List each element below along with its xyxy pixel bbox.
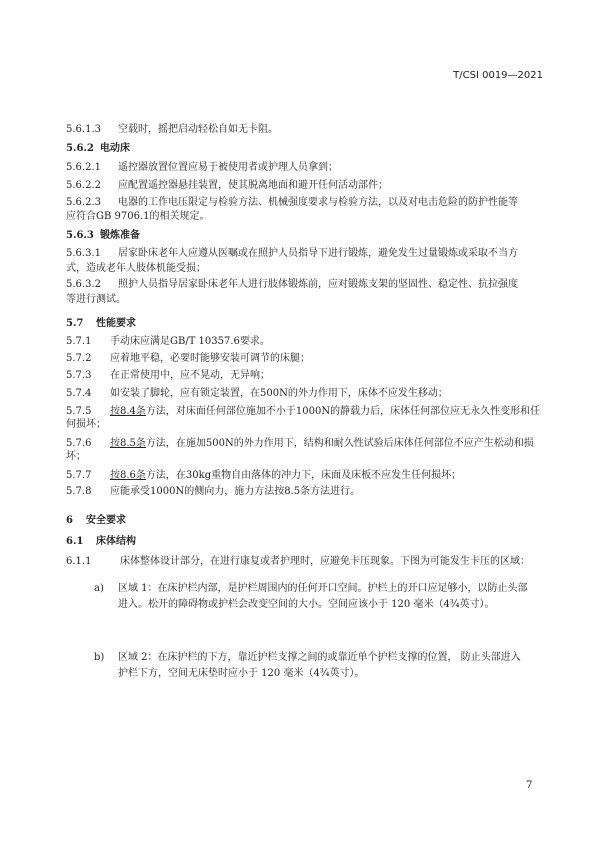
clause-number: 5.6.3.1 — [66, 248, 101, 259]
clause-number: 5.6.3.2 — [66, 279, 101, 290]
heading-5-6-3 — [66, 230, 140, 242]
list-marker: b) — [94, 652, 105, 663]
document-code: T/CSI 0019—2021 — [453, 70, 543, 81]
clause-number: 5.7.5 — [66, 406, 92, 417]
clause-number: 5.6.2.1 — [66, 162, 101, 173]
heading-text: 电动床 — [100, 143, 130, 154]
clause-text: 遥控器放置位置应易于被使用者或护理人员拿到； — [118, 162, 338, 173]
clause-5-6-2-1 — [66, 162, 338, 174]
clause-number: 5.7.7 — [66, 470, 92, 481]
clause-text: 照护人员指导居家卧床老年人进行肢体锻炼前，应对锻炼支架的坚固性、稳定性、抗拉强度 — [118, 279, 518, 290]
clause-5-6-3-2-cont: 等进行测试。 — [66, 294, 126, 305]
list-text: 区域 2：在床护栏的下方，靠近护栏支撑之间的或靠近单个护栏支撑的位置， 防止头部进入 — [118, 652, 521, 663]
clause-5-7-7 — [66, 470, 461, 482]
clause-5-6-2-3 — [66, 197, 518, 209]
heading-5-6-2 — [66, 143, 130, 155]
heading-text: 安全要求 — [86, 515, 126, 526]
clause-reference: 按8.5条 — [110, 438, 146, 449]
clause-reference: 按8.6条 — [110, 470, 146, 481]
heading-5-7 — [66, 318, 136, 330]
clause-5-7-3 — [66, 370, 270, 382]
heading-6 — [66, 515, 126, 527]
clause-number: 5.7.4 — [66, 388, 92, 399]
list-item-b-cont: 护栏下方，空间无床垫时应小于 120 毫米（4¾英寸）。 — [118, 668, 365, 679]
clause-number: 5.6.2.3 — [66, 197, 101, 208]
heading-6-1 — [66, 536, 136, 548]
clause-text: 方法，在施加500N的外力作用下，结构和耐久性试验后床体任何部位不应产生松动和损 — [145, 438, 534, 449]
clause-5-7-5 — [66, 406, 540, 418]
clause-5-7-2 — [66, 353, 310, 365]
clause-text: 方法，在30kg重物自由落体的冲力下，床面及床板不应发生任何损坏； — [145, 470, 462, 481]
heading-number: 5.6.3 — [66, 230, 94, 241]
clause-text: 应能承受1000N的侧向力，施力方法按8.5条方法进行。 — [110, 486, 361, 497]
clause-5-7-6-cont: 坏； — [66, 451, 86, 462]
clause-5-7-6 — [66, 438, 534, 450]
clause-reference: 按8.4条 — [110, 406, 146, 417]
heading-text: 性能要求 — [96, 318, 136, 329]
list-item-a — [94, 583, 528, 595]
clause-text: 方法，对床面任何部位施加不小于1000N的静载力后，床体任何部位应无永久性变形和任 — [145, 406, 541, 417]
clause-text: 手动床应满足GB/T 10357.6要求。 — [110, 336, 270, 347]
clause-text: 居家卧床老年人应遵从医嘱或在照护人员指导下进行锻炼，避免发生过量锻炼或采取不当方 — [118, 248, 518, 259]
clause-number: 5.6.2.2 — [66, 180, 101, 191]
heading-number: 5.7 — [66, 318, 84, 329]
clause-5-6-1-3 — [66, 124, 278, 136]
list-text: 区域 1：在床护栏内部，是护栏周围内的任何开口空间。护栏上的开口应足够小，以防止头部 — [118, 583, 528, 594]
clause-text: 在正常使用中，应不晃动，无异响； — [110, 370, 270, 381]
heading-number: 6.1 — [66, 536, 84, 547]
clause-5-7-4 — [66, 388, 448, 400]
clause-number: 5.7.2 — [66, 353, 92, 364]
clause-5-6-2-3-cont: 应符合GB 9706.1的相关规定。 — [66, 211, 210, 222]
clause-text: 空载时，摇把启动轻松自如无卡阻。 — [118, 124, 278, 135]
clause-5-6-3-1-cont: 式，造成老年人肢体机能受损； — [66, 263, 206, 274]
clause-text: 床体整体设计部分，在进行康复或者护理时，应避免卡压现象。下图为可能发生卡压的区域： — [120, 556, 530, 567]
clause-text: 应着地平稳，必要时能够安装可调节的床腿； — [110, 353, 310, 364]
clause-text: 如安装了脚轮，应有锁定装置，在500N的外力作用下，床体不应发生移动； — [110, 388, 448, 399]
heading-number: 5.6.2 — [66, 143, 94, 154]
clause-number: 5.6.1.3 — [66, 124, 101, 135]
list-marker: a) — [94, 583, 104, 594]
clause-5-6-2-2 — [66, 180, 388, 192]
clause-6-1-1 — [66, 556, 530, 568]
clause-5-7-5-cont: 何损坏； — [66, 419, 106, 430]
clause-5-7-1 — [66, 336, 270, 348]
clause-number: 5.7.6 — [66, 438, 92, 449]
list-item-a-cont: 进入。松开的障碍物或护栏会改变空间的大小。空间应该小于 120 毫米（4¾英寸）。 — [118, 599, 495, 610]
page-number: 7 — [526, 780, 533, 791]
heading-text: 锻炼准备 — [100, 230, 140, 241]
clause-5-7-8 — [66, 486, 360, 498]
heading-number: 6 — [66, 515, 73, 526]
clause-text: 电器的工作电压限定与检验方法、机械强度要求与检验方法，以及对电击危险的防护性能等 — [118, 197, 518, 208]
clause-number: 6.1.1 — [66, 556, 92, 567]
heading-text: 床体结构 — [96, 536, 136, 547]
clause-text: 应配置遥控器悬挂装置，使其脱离地面和避开任何活动部件； — [118, 180, 388, 191]
clause-number: 5.7.1 — [66, 336, 92, 347]
clause-number: 5.7.3 — [66, 370, 92, 381]
clause-number: 5.7.8 — [66, 486, 92, 497]
list-item-b — [94, 652, 521, 664]
clause-5-6-3-2 — [66, 279, 518, 291]
clause-5-6-3-1 — [66, 248, 518, 260]
